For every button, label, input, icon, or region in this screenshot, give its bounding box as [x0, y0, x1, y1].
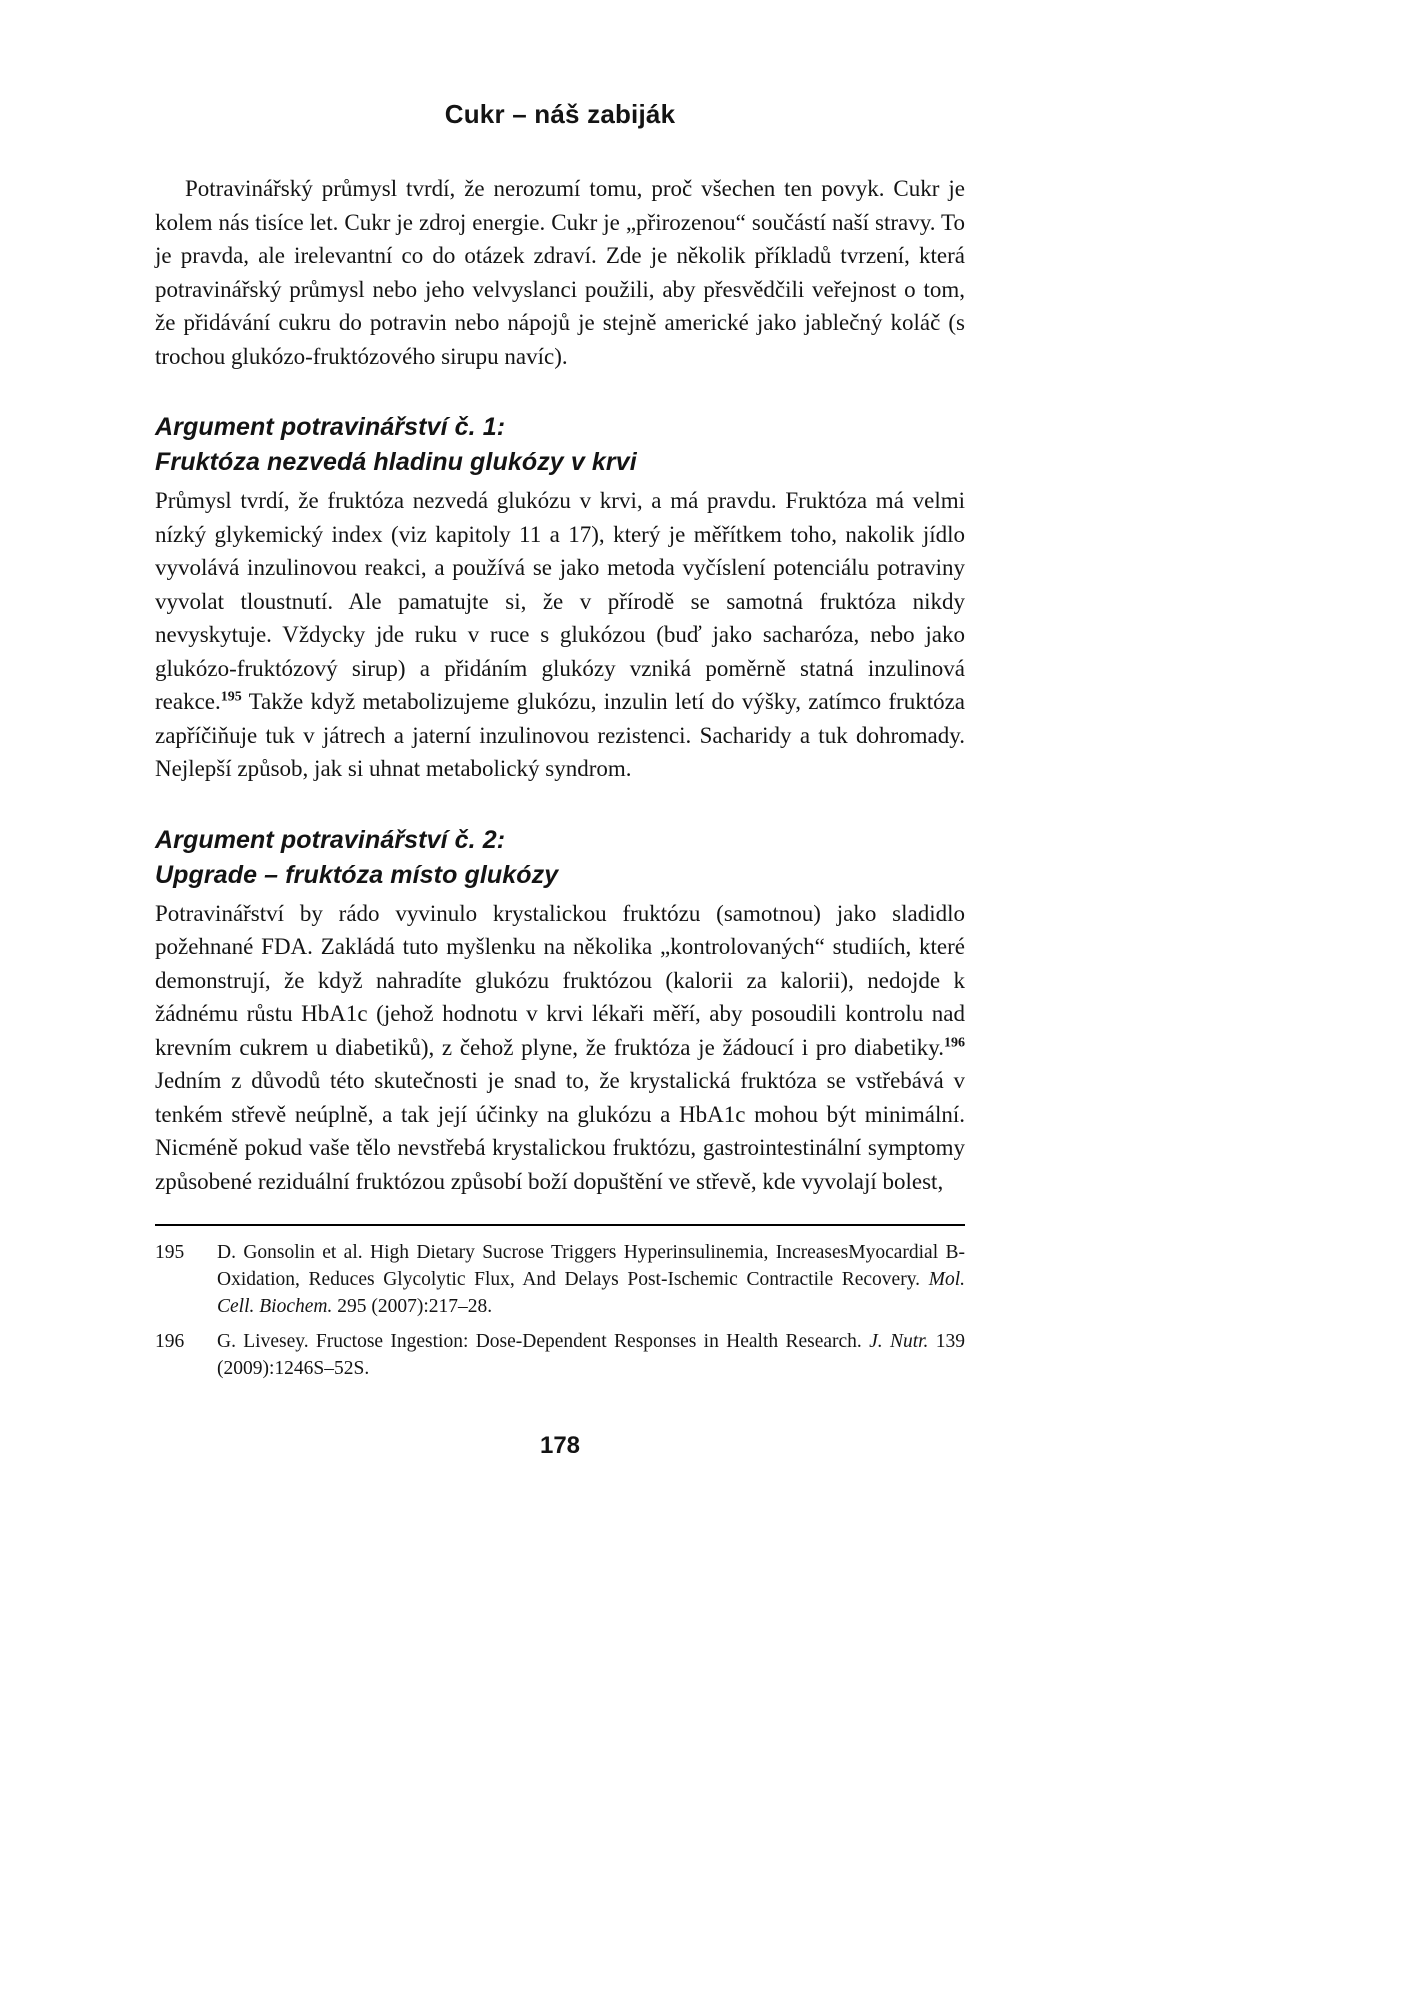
footnote-item	[155, 1328, 965, 1382]
journal-name: Mol. Cell. Biochem.	[217, 1269, 965, 1317]
body-paragraph	[155, 484, 965, 786]
paragraph-text: Potravinářství by rádo vyvinulo krystalickou fruktózu (samotnou) jako sladidlo požehnané FDA. Zakládá tuto myšlenku na několika „kontrolovaných“ studiích, které demonstrují, že když nahradíte glukózu fruktózou (kalorii za kalorii), nedojde k žádnému růstu HbA1c (jehož hodnotu v krvi lékaři měří, aby posoudili kontrolu nad krevním cukrem u diabetiků), z čehož plyne, že fruktóza je žádoucí i pro diabetiky.	[155, 900, 965, 1060]
paragraph-text: Jedním z důvodů této skutečnosti je snad to, že krystalická fruktóza se vstřebává v tenkém střevě neúplně, a tak její účinky na glukózu a HbA1c mohou být minimální. Nicméně pokud vaše tělo nevstřebá krystalickou fruktózu, gastrointestinální symptomy způsobené reziduální fruktózou způsobí boží dopuštění ve střevě, kde vyvolají bolest,	[155, 1068, 965, 1194]
intro-paragraph: Potravinářský průmysl tvrdí, že nerozumí tomu, proč všechen ten povyk. Cukr je kolem nás tisíce let. Cukr je zdroj energie. Cukr je „přirozenou“ součástí naší stravy. To je pravda, ale irelevantní co do otázek zdraví. Zde je několik příkladů tvrzení, která potravinářský průmysl nebo jeho velvyslanci použili, aby přesvědčili veřejnost o tom, že přidávání cukru do potravin nebo nápojů je stejně americké jako jablečný koláč (s trochou glukózo-fruktózového sirupu navíc).	[155, 176, 965, 369]
heading-line-1: Argument potravinářství č. 1:	[155, 413, 506, 441]
footnote-number: 195	[155, 1242, 185, 1263]
section-heading	[155, 823, 965, 893]
footnote-text	[217, 1239, 965, 1320]
footnote-number: 196	[155, 1331, 185, 1352]
running-header: Cukr – náš zabiják	[444, 99, 676, 129]
heading-line-2: Upgrade – fruktóza místo glukózy	[155, 860, 559, 889]
body-paragraph	[155, 897, 965, 1199]
section-heading	[155, 410, 965, 480]
footnote-ref: 196	[944, 1034, 965, 1050]
footnote-text	[217, 1328, 965, 1382]
journal-name: J. Nutr.	[869, 1331, 929, 1352]
footnote-citation: G. Livesey. Fructose Ingestion: Dose-Dependent Responses in Health Research.	[217, 1331, 870, 1352]
footnote-citation-tail: 139 (2009):1246S–52S.	[217, 1331, 965, 1379]
section-argument-2	[155, 823, 965, 1199]
heading-line-2: Fruktóza nezvedá hladinu glukózy v krvi	[155, 448, 637, 476]
footnote-citation: D. Gonsolin et al. High Dietary Sucrose Triggers Hyperinsulinemia, IncreasesMyocardial B-Oxidation, Reduces Glycolytic Flux, And Delays Post-Ischemic Contractile Recovery.	[217, 1242, 965, 1290]
paragraph-text: Takže když metabolizujeme glukózu, inzulin letí do výšky, zatímco fruktóza zapříčiňuje tuk v játrech a jaterní inzulinovou rezistenci. Sacharidy a tuk dohromady. Nejlepší způsob, jak si uhnat metabolický syndrom.	[155, 689, 965, 781]
footnote-divider	[155, 1224, 965, 1226]
heading-line-1: Argument potravinářství č. 2:	[155, 825, 506, 854]
footnote-item	[155, 1239, 965, 1320]
page-content	[155, 98, 965, 1460]
paragraph-text: Průmysl tvrdí, že fruktóza nezvedá glukózu v krvi, a má pravdu. Fruktóza má velmi nízký glykemický index (viz kapitoly 11 a 17), který je měřítkem toho, nakolik jídlo vyvolává inzulinovou reakci, a používá se jako metoda vyčíslení potenciálu potraviny vyvolat tloustnutí. Ale pamatujte si, že v přírodě se samotná fruktóza nikdy nevyskytuje. Vždycky jde ruku v ruce s glukózou (buď jako sacharóza, nebo jako glukózo-fruktózový sirup) a přidáním glukózy vzniká poměrně statná inzulinová reakce.	[155, 488, 965, 714]
section-argument-1	[155, 410, 965, 786]
page-number: 178	[539, 1432, 581, 1459]
footnote-ref: 195	[220, 689, 242, 705]
footnote-block	[155, 1224, 965, 1382]
footnote-citation-tail: 295 (2007):217–28.	[332, 1296, 493, 1317]
